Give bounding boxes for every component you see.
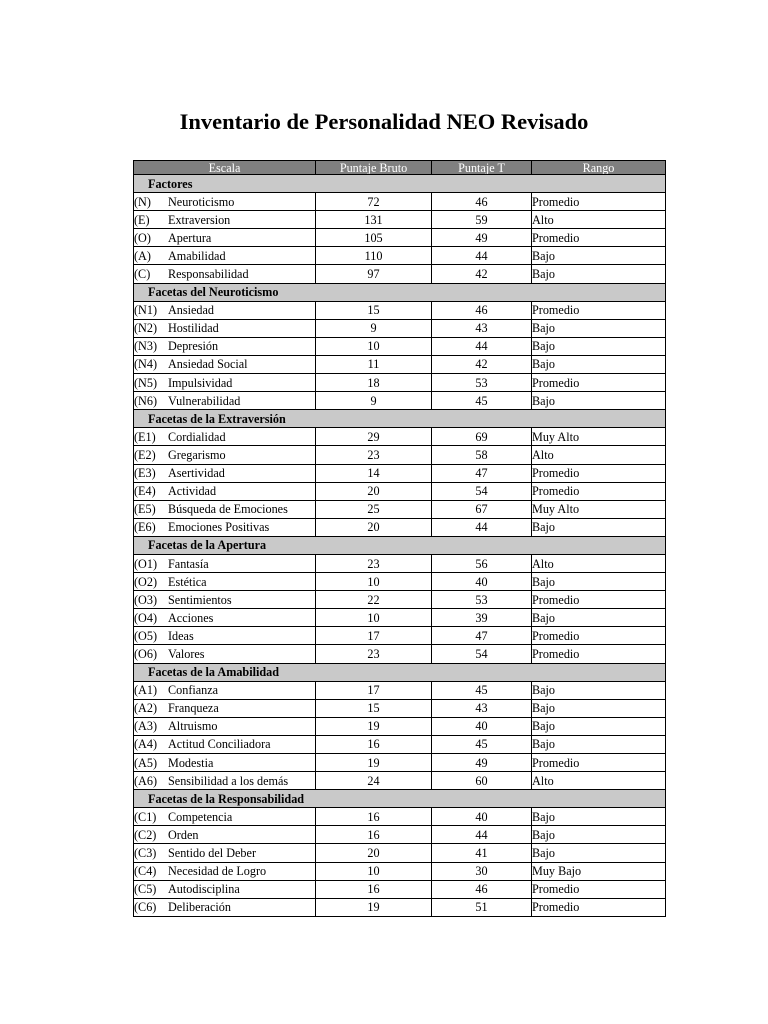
range-cell: Alto: [532, 211, 666, 229]
scale-cell: [134, 500, 316, 518]
scale-name: Franqueza: [168, 701, 219, 716]
raw-score-cell: 24: [316, 772, 432, 790]
scale-cell: [134, 374, 316, 392]
table-row: [134, 554, 666, 572]
scale-cell: [134, 229, 316, 247]
t-score-cell: 51: [432, 898, 532, 916]
raw-score-cell: 17: [316, 627, 432, 645]
t-score-cell: 46: [432, 301, 532, 319]
t-score-cell: 53: [432, 374, 532, 392]
header-rango: Rango: [532, 161, 666, 175]
raw-score-cell: 16: [316, 808, 432, 826]
table-row: [134, 265, 666, 283]
scale-name: Apertura: [168, 230, 212, 245]
scale-code: (O4): [134, 610, 158, 625]
t-score-cell: 44: [432, 518, 532, 536]
scale-name: Orden: [168, 827, 199, 842]
raw-score-cell: 16: [316, 826, 432, 844]
scale-cell: [134, 247, 316, 265]
scale-code: (N1): [134, 303, 158, 318]
scale-code: (O): [134, 230, 151, 245]
scale-name: Sentimientos: [168, 592, 232, 607]
range-cell: Bajo: [532, 826, 666, 844]
scale-name: Responsabilidad: [168, 267, 249, 282]
results-body: [134, 175, 666, 917]
scale-cell: [134, 193, 316, 211]
t-score-cell: 53: [432, 591, 532, 609]
scale-cell: [134, 717, 316, 735]
t-score-cell: 58: [432, 446, 532, 464]
table-row: [134, 627, 666, 645]
t-score-cell: 60: [432, 772, 532, 790]
scale-code: (E2): [134, 447, 156, 462]
range-cell: Bajo: [532, 573, 666, 591]
scale-name: Hostilidad: [168, 321, 219, 336]
section-title: Facetas del Neuroticismo: [134, 283, 666, 301]
scale-name: Neuroticismo: [168, 194, 235, 209]
range-cell: Promedio: [532, 482, 666, 500]
raw-score-cell: 131: [316, 211, 432, 229]
scale-name: Confianza: [168, 683, 219, 698]
scale-code: (N): [134, 194, 151, 209]
scale-cell: [134, 482, 316, 500]
section-title: Facetas de la Extraversión: [134, 410, 666, 428]
raw-score-cell: 19: [316, 898, 432, 916]
scale-name: Modestia: [168, 755, 214, 770]
scale-code: (N3): [134, 339, 158, 354]
scale-name: Valores: [168, 646, 205, 661]
raw-score-cell: 20: [316, 518, 432, 536]
scale-cell: [134, 862, 316, 880]
scale-name: Gregarismo: [168, 447, 226, 462]
raw-score-cell: 23: [316, 554, 432, 572]
range-cell: Bajo: [532, 518, 666, 536]
t-score-cell: 49: [432, 754, 532, 772]
raw-score-cell: 15: [316, 699, 432, 717]
table-row: [134, 355, 666, 373]
range-cell: Bajo: [532, 355, 666, 373]
scale-code: (O6): [134, 646, 158, 661]
scale-code: (N2): [134, 321, 158, 336]
t-score-cell: 42: [432, 265, 532, 283]
scale-cell: [134, 808, 316, 826]
raw-score-cell: 10: [316, 609, 432, 627]
section-header-row: [134, 790, 666, 808]
raw-score-cell: 25: [316, 500, 432, 518]
scale-name: Depresión: [168, 339, 219, 354]
scale-cell: [134, 518, 316, 536]
scale-cell: [134, 211, 316, 229]
scale-name: Ansiedad: [168, 303, 215, 318]
section-title: Factores: [134, 175, 666, 193]
scale-code: (A5): [134, 755, 158, 770]
table-row: [134, 482, 666, 500]
scale-name: Amabilidad: [168, 248, 226, 263]
range-cell: Alto: [532, 554, 666, 572]
range-cell: Promedio: [532, 645, 666, 663]
scale-name: Sensibilidad a los demás: [168, 773, 289, 788]
range-cell: Bajo: [532, 337, 666, 355]
scale-cell: [134, 355, 316, 373]
scale-cell: [134, 681, 316, 699]
t-score-cell: 43: [432, 699, 532, 717]
table-row: [134, 392, 666, 410]
raw-score-cell: 9: [316, 319, 432, 337]
range-cell: Promedio: [532, 193, 666, 211]
scale-code: (E5): [134, 502, 156, 517]
t-score-cell: 54: [432, 482, 532, 500]
t-score-cell: 47: [432, 627, 532, 645]
table-row: [134, 428, 666, 446]
t-score-cell: 49: [432, 229, 532, 247]
table-row: [134, 464, 666, 482]
range-cell: Bajo: [532, 735, 666, 753]
range-cell: Bajo: [532, 844, 666, 862]
table-row: [134, 772, 666, 790]
header-escala: Escala: [134, 161, 316, 175]
range-cell: Promedio: [532, 301, 666, 319]
scale-code: (C5): [134, 882, 157, 897]
scale-code: (E): [134, 212, 150, 227]
scale-name: Acciones: [168, 610, 214, 625]
raw-score-cell: 11: [316, 355, 432, 373]
t-score-cell: 30: [432, 862, 532, 880]
range-cell: Promedio: [532, 754, 666, 772]
scale-cell: [134, 627, 316, 645]
scale-code: (N5): [134, 375, 158, 390]
header-row: [134, 161, 666, 175]
scale-name: Búsqueda de Emociones: [168, 502, 288, 517]
scale-cell: [134, 319, 316, 337]
table-row: [134, 717, 666, 735]
t-score-cell: 40: [432, 717, 532, 735]
t-score-cell: 42: [432, 355, 532, 373]
scale-cell: [134, 645, 316, 663]
scale-cell: [134, 337, 316, 355]
range-cell: Bajo: [532, 699, 666, 717]
scale-code: (E4): [134, 484, 156, 499]
header-puntaje-bruto: Puntaje Bruto: [316, 161, 432, 175]
scale-code: (C1): [134, 809, 157, 824]
t-score-cell: 45: [432, 681, 532, 699]
scale-cell: [134, 464, 316, 482]
t-score-cell: 44: [432, 826, 532, 844]
scale-cell: [134, 898, 316, 916]
raw-score-cell: 10: [316, 337, 432, 355]
scale-name: Fantasía: [168, 556, 209, 571]
raw-score-cell: 16: [316, 735, 432, 753]
scale-cell: [134, 573, 316, 591]
raw-score-cell: 23: [316, 645, 432, 663]
range-cell: Promedio: [532, 229, 666, 247]
section-title: Facetas de la Responsabilidad: [134, 790, 666, 808]
scale-code: (O5): [134, 628, 158, 643]
table-row: [134, 808, 666, 826]
scale-name: Actitud Conciliadora: [168, 737, 271, 752]
scale-cell: [134, 880, 316, 898]
scale-code: (O1): [134, 556, 158, 571]
scale-code: (N6): [134, 393, 158, 408]
table-row: [134, 609, 666, 627]
t-score-cell: 39: [432, 609, 532, 627]
raw-score-cell: 9: [316, 392, 432, 410]
scale-code: (O2): [134, 574, 158, 589]
table-row: [134, 645, 666, 663]
t-score-cell: 44: [432, 337, 532, 355]
range-cell: Bajo: [532, 265, 666, 283]
scale-cell: [134, 609, 316, 627]
table-row: [134, 735, 666, 753]
scale-name: Vulnerabilidad: [168, 393, 241, 408]
raw-score-cell: 16: [316, 880, 432, 898]
table-row: [134, 699, 666, 717]
section-title: Facetas de la Apertura: [134, 536, 666, 554]
section-header-row: [134, 283, 666, 301]
scale-cell: [134, 844, 316, 862]
scale-code: (E3): [134, 466, 156, 481]
range-cell: Alto: [532, 446, 666, 464]
scale-name: Cordialidad: [168, 429, 226, 444]
scale-cell: [134, 301, 316, 319]
table-row: [134, 862, 666, 880]
t-score-cell: 56: [432, 554, 532, 572]
table-row: [134, 374, 666, 392]
range-cell: Bajo: [532, 247, 666, 265]
range-cell: Bajo: [532, 319, 666, 337]
scale-name: Emociones Positivas: [168, 520, 270, 535]
table-row: [134, 229, 666, 247]
raw-score-cell: 17: [316, 681, 432, 699]
t-score-cell: 43: [432, 319, 532, 337]
raw-score-cell: 19: [316, 754, 432, 772]
range-cell: Promedio: [532, 374, 666, 392]
range-cell: Bajo: [532, 609, 666, 627]
scale-name: Competencia: [168, 809, 233, 824]
range-cell: Muy Bajo: [532, 862, 666, 880]
scale-code: (A4): [134, 737, 158, 752]
section-header-row: [134, 410, 666, 428]
scale-cell: [134, 754, 316, 772]
t-score-cell: 59: [432, 211, 532, 229]
t-score-cell: 45: [432, 392, 532, 410]
t-score-cell: 46: [432, 880, 532, 898]
table-row: [134, 681, 666, 699]
scale-code: (C4): [134, 864, 157, 879]
scale-code: (C): [134, 267, 151, 282]
range-cell: Alto: [532, 772, 666, 790]
scale-name: Ansiedad Social: [168, 357, 248, 372]
t-score-cell: 54: [432, 645, 532, 663]
scale-name: Estética: [168, 574, 207, 589]
raw-score-cell: 18: [316, 374, 432, 392]
scale-code: (A): [134, 248, 151, 263]
scale-cell: [134, 772, 316, 790]
section-title: Facetas de la Amabilidad: [134, 663, 666, 681]
scale-name: Altruismo: [168, 719, 218, 734]
table-row: [134, 880, 666, 898]
table-row: [134, 500, 666, 518]
scale-name: Impulsividad: [168, 375, 233, 390]
table-row: [134, 844, 666, 862]
range-cell: Muy Alto: [532, 500, 666, 518]
scale-cell: [134, 826, 316, 844]
raw-score-cell: 72: [316, 193, 432, 211]
scale-cell: [134, 428, 316, 446]
t-score-cell: 44: [432, 247, 532, 265]
table-row: [134, 211, 666, 229]
table-row: [134, 247, 666, 265]
scale-code: (A2): [134, 701, 158, 716]
scale-name: Extraversion: [168, 212, 231, 227]
scale-code: (E6): [134, 520, 156, 535]
t-score-cell: 45: [432, 735, 532, 753]
t-score-cell: 46: [432, 193, 532, 211]
scale-name: Asertividad: [168, 466, 225, 481]
scale-cell: [134, 699, 316, 717]
scale-code: (C2): [134, 827, 157, 842]
t-score-cell: 69: [432, 428, 532, 446]
scale-code: (A1): [134, 683, 158, 698]
scale-name: Actividad: [168, 484, 217, 499]
raw-score-cell: 14: [316, 464, 432, 482]
table-row: [134, 319, 666, 337]
scale-code: (E1): [134, 429, 156, 444]
table-row: [134, 446, 666, 464]
raw-score-cell: 29: [316, 428, 432, 446]
scale-cell: [134, 392, 316, 410]
range-cell: Bajo: [532, 808, 666, 826]
range-cell: Promedio: [532, 898, 666, 916]
page-title: Inventario de Personalidad NEO Revisado: [179, 109, 589, 134]
t-score-cell: 47: [432, 464, 532, 482]
table-row: [134, 826, 666, 844]
table-row: [134, 193, 666, 211]
raw-score-cell: 10: [316, 573, 432, 591]
scale-name: Ideas: [168, 628, 194, 643]
header-puntaje-t: Puntaje T: [432, 161, 532, 175]
raw-score-cell: 110: [316, 247, 432, 265]
scale-cell: [134, 265, 316, 283]
range-cell: Promedio: [532, 880, 666, 898]
range-cell: Promedio: [532, 591, 666, 609]
table-row: [134, 337, 666, 355]
scale-code: (A3): [134, 719, 158, 734]
table-row: [134, 898, 666, 916]
scale-name: Necesidad de Logro: [168, 864, 267, 879]
t-score-cell: 67: [432, 500, 532, 518]
range-cell: Promedio: [532, 627, 666, 645]
raw-score-cell: 22: [316, 591, 432, 609]
raw-score-cell: 20: [316, 844, 432, 862]
scale-cell: [134, 554, 316, 572]
range-cell: Muy Alto: [532, 428, 666, 446]
range-cell: Bajo: [532, 392, 666, 410]
section-header-row: [134, 663, 666, 681]
range-cell: Promedio: [532, 464, 666, 482]
table-row: [134, 754, 666, 772]
range-cell: Bajo: [532, 681, 666, 699]
scale-code: (A6): [134, 773, 158, 788]
t-score-cell: 41: [432, 844, 532, 862]
scale-code: (C6): [134, 900, 157, 915]
scale-cell: [134, 446, 316, 464]
scale-code: (N4): [134, 357, 158, 372]
t-score-cell: 40: [432, 573, 532, 591]
table-row: [134, 591, 666, 609]
results-table: [133, 160, 666, 917]
raw-score-cell: 20: [316, 482, 432, 500]
scale-code: (O3): [134, 592, 158, 607]
scale-cell: [134, 735, 316, 753]
raw-score-cell: 19: [316, 717, 432, 735]
scale-name: Deliberación: [168, 900, 231, 915]
table-row: [134, 518, 666, 536]
raw-score-cell: 10: [316, 862, 432, 880]
section-header-row: [134, 175, 666, 193]
scale-cell: [134, 591, 316, 609]
range-cell: Bajo: [532, 717, 666, 735]
t-score-cell: 40: [432, 808, 532, 826]
table-row: [134, 573, 666, 591]
raw-score-cell: 15: [316, 301, 432, 319]
scale-name: Sentido del Deber: [168, 846, 256, 861]
raw-score-cell: 23: [316, 446, 432, 464]
scale-name: Autodisciplina: [168, 882, 240, 897]
raw-score-cell: 105: [316, 229, 432, 247]
section-header-row: [134, 536, 666, 554]
raw-score-cell: 97: [316, 265, 432, 283]
scale-code: (C3): [134, 846, 157, 861]
table-row: [134, 301, 666, 319]
